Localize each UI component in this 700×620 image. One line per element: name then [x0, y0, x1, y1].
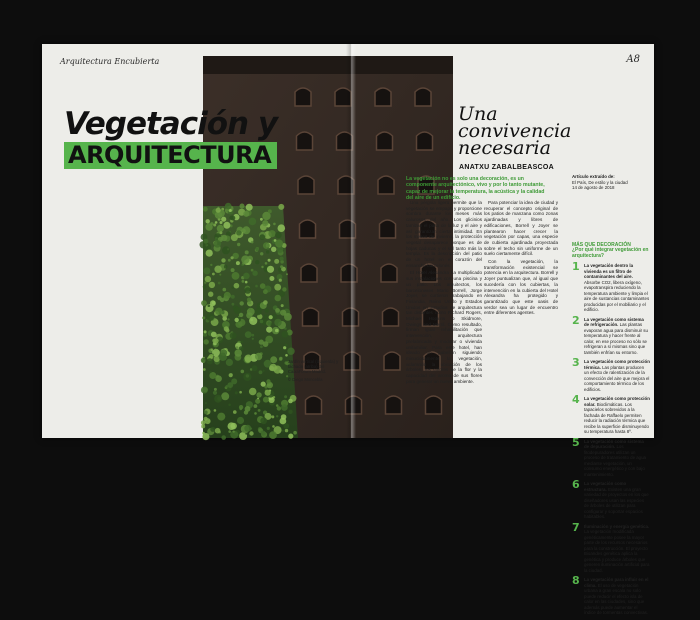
- source-date: 14 de agosto de 2018: [572, 185, 615, 190]
- foliage-dot: [263, 341, 269, 347]
- foliage-dot: [263, 300, 268, 305]
- foliage-dot: [280, 257, 284, 261]
- article-kicker: Una convivencia necesaria: [458, 103, 572, 159]
- foliage-dot: [206, 219, 210, 223]
- foliage-dot: [205, 418, 211, 424]
- foliage-dot: [266, 327, 272, 333]
- list-item: [572, 574, 650, 616]
- author-name: ANATXU ZABALBEASCOA: [459, 164, 555, 171]
- foliage-dot: [212, 338, 216, 342]
- foliage-dot: [268, 209, 272, 213]
- foliage-dot: [275, 295, 282, 302]
- foliage-dot: [265, 262, 268, 265]
- foliage-dot: [284, 395, 287, 398]
- foliage-dot: [267, 266, 274, 273]
- foliage-dot: [220, 221, 223, 224]
- foliage-dot: [208, 292, 213, 297]
- foliage-dot: [229, 216, 233, 220]
- foliage-dot: [260, 417, 267, 424]
- foliage-dot: [214, 266, 221, 273]
- foliage-dot: [275, 240, 283, 248]
- foliage-dot: [255, 308, 262, 315]
- list-item: [572, 520, 650, 574]
- foliage-dot: [267, 427, 270, 430]
- foliage-dot: [231, 286, 234, 289]
- foliage-dot: [249, 431, 253, 435]
- foliage-dot: [276, 415, 278, 417]
- foliage-dot: [201, 300, 207, 306]
- photo-caption: [288, 359, 344, 382]
- foliage-dot: [241, 255, 249, 263]
- foliage-dot: [231, 295, 235, 299]
- foliage-dot: [269, 276, 274, 281]
- foliage-dot: [255, 353, 262, 360]
- numbered-list: [572, 260, 650, 616]
- item-heading: La vegetación como sistema de refrigeración.: [584, 316, 644, 327]
- foliage-dot: [222, 246, 230, 254]
- foliage-dot: [236, 346, 239, 349]
- foliage-dot: [241, 341, 244, 344]
- foliage-dot: [227, 318, 229, 320]
- foliage-dot: [255, 260, 259, 264]
- foliage-dot: [214, 240, 222, 248]
- foliage-dot: [207, 358, 213, 364]
- foliage-dot: [205, 276, 211, 282]
- foliage-dot: [245, 331, 252, 338]
- body-paragraph: El Hotel Alexandra ha multiplicado sus instalaciones con una piscina y un patio. Los arquitectos, los barceloneses Mario Borrell, Jorge Joyer, se curtieron trabajando en Finlandia, Reino Unido y Estados Unidos en estudios de arquitectura tan distantes como Richard Rogers, Michael Hopkins o Skidmore, Owings and Merril. Como resultado, firman igual rehabilitación que intervención, arquitectura prefabricada y modular o vivienda unifamiliar. Para este hotel, han ideado un pabellón siguiendo minuciosamente la vegetación, aclarando la ubicación de los árboles, los colores de la flor y la capacidad del aroma de sus flores para generar un nuevo ambiente.: [406, 270, 482, 384]
- foliage-dot: [251, 334, 254, 337]
- foliage-dot: [236, 261, 240, 265]
- foliage-dot: [285, 344, 288, 347]
- foliage-dot: [285, 429, 288, 432]
- foliage-dot: [215, 349, 217, 351]
- foliage-dot: [214, 409, 217, 412]
- foliage-dot: [254, 412, 257, 415]
- window-shape: [415, 88, 431, 106]
- foliage-dot: [225, 203, 232, 210]
- foliage-dot: [288, 434, 293, 439]
- foliage-dot: [274, 259, 279, 264]
- item-heading: La vegetación dentro la vivienda es un filtro de contaminantes del aire.: [584, 263, 634, 279]
- item-body: Las plantas producen un efecto de ralentización de la convección del aire que mejora el comportamiento térmico de los edificios.: [584, 364, 650, 392]
- foliage-dot: [283, 423, 289, 429]
- foliage-dot: [251, 241, 254, 244]
- page-number: A8: [626, 54, 640, 65]
- item-heading: Iluminación y energía genética.: [584, 523, 650, 529]
- foliage-dot: [275, 329, 279, 333]
- body-paragraph: Para potenciar la idea de ciudad y recuperar el concepto original de los patios de manzana como zonas ajardinadas y libres de edificaciones, Borrell y Joyer se plantearon hacer crecer la vegetación por capas, una especie de cubierta ajardinada proyectada sobre el techo sin uniforme de un suelo ciertamente difícil.: [484, 200, 558, 257]
- foliage-dot: [209, 282, 215, 288]
- window-shape: [378, 176, 394, 194]
- foliage-dot: [273, 223, 276, 226]
- foliage-dot: [252, 338, 254, 340]
- item-number: 1: [572, 260, 580, 273]
- caption-text: Jardín vertical (izquierda) y fachada (arriba) del CaixaForum Madrid.: [288, 359, 339, 375]
- window-shape: [386, 396, 402, 414]
- foliage-dot: [215, 237, 218, 240]
- foliage-dot: [272, 425, 275, 428]
- window-shape: [303, 308, 319, 326]
- foliage-dot: [249, 218, 257, 226]
- body-column-2: [484, 200, 558, 318]
- foliage-dot: [215, 428, 221, 434]
- foliage-dot: [244, 425, 251, 432]
- source-label: Artículo extraído de:: [572, 174, 615, 179]
- window-shape: [375, 88, 391, 106]
- foliage-dot: [214, 388, 217, 391]
- foliage-dot: [260, 320, 264, 324]
- foliage-dot: [288, 399, 293, 404]
- foliage-dot: [264, 315, 268, 319]
- window-shape: [417, 132, 433, 150]
- foliage-dot: [233, 431, 235, 433]
- window-shape: [297, 132, 313, 150]
- foliage-dot: [220, 231, 223, 234]
- list-item: [572, 356, 650, 392]
- item-body: Los fitodepuradores utilizan un proceso de tratamiento de agua mediante vegetación, un consumo energético y con bajo mantenimiento.: [584, 444, 646, 477]
- foliage-dot: [282, 287, 286, 291]
- foliage-dot: [234, 307, 241, 314]
- window-shape: [306, 396, 322, 414]
- foliage-dot: [246, 204, 253, 211]
- magazine-spread: [42, 44, 654, 615]
- foliage-dot: [262, 220, 268, 226]
- foliage-dot: [239, 313, 243, 317]
- item-body: Bioclimáticas. Los tapacielos sobrevidos a la fachada de Raffaelo permiten reducir la radiación térmica que recibe la superficie disminuyendo su temperatura hasta 8º.: [584, 401, 649, 434]
- foliage-dot: [278, 204, 284, 210]
- foliage-dot: [202, 433, 209, 440]
- foliage-dot: [220, 349, 227, 356]
- foliage-dot: [233, 410, 237, 414]
- foliage-dot: [235, 391, 238, 394]
- item-body: Absorbe CO2, libera oxígeno, evapotranspira reduciendo la temperatura ambiente y limpia el aire de sustancias contaminantes producidas por el mobiliario y el edificio.: [584, 279, 650, 312]
- item-heading: La vegetación como protección térmica.: [584, 359, 650, 370]
- item-number: 8: [572, 574, 580, 587]
- foliage-dot: [204, 411, 208, 415]
- photo-credit: © Diego Moncebla: [288, 376, 323, 382]
- foliage-dot: [283, 346, 286, 349]
- item-number: 5: [572, 435, 580, 449]
- foliage-dot: [232, 303, 235, 306]
- foliage-dot: [228, 430, 231, 433]
- item-number: 4: [572, 393, 580, 406]
- window-shape: [383, 308, 399, 326]
- foliage-dot: [285, 354, 288, 357]
- foliage-dot: [260, 345, 263, 348]
- foliage-dot: [274, 284, 281, 291]
- foliage-dot: [203, 239, 208, 244]
- foliage-dot: [279, 279, 282, 282]
- foliage-dot: [271, 247, 276, 252]
- foliage-dot: [256, 392, 261, 397]
- foliage-dot: [266, 379, 270, 383]
- foliage-dot: [226, 359, 233, 366]
- foliage-dot: [268, 259, 271, 262]
- foliage-dot: [243, 211, 249, 217]
- foliage-dot: [251, 269, 254, 272]
- foliage-dot: [206, 313, 214, 321]
- foliage-dot: [262, 370, 264, 372]
- foliage-dot: [271, 415, 274, 418]
- foliage-dot: [224, 292, 231, 299]
- window-shape: [298, 176, 314, 194]
- foliage-dot: [228, 404, 231, 407]
- foliage-dot: [240, 301, 244, 305]
- foliage-dot: [258, 409, 261, 412]
- foliage-dot: [261, 266, 263, 268]
- page-gutter: [346, 44, 356, 438]
- foliage-dot: [282, 430, 284, 432]
- window-shape: [377, 132, 393, 150]
- foliage-dot: [263, 289, 268, 294]
- foliage-dot: [261, 431, 266, 436]
- foliage-dot: [252, 365, 258, 371]
- body-paragraph: Con la vegetación, la transformación existencial se potencia en la arquitectura. Borrell y Joyer puntualizan que, al igual que sucedería con los cubiertas, la intervención en la cubierta del Hotel Alexandra ha protegido y garantizado que este oasis de verdor sea un lugar de encuentro entre diferentes agentes.: [484, 259, 558, 316]
- foliage-dot: [269, 364, 277, 372]
- foliage-dot: [265, 390, 271, 396]
- item-number: 3: [572, 356, 580, 369]
- item-heading: La vegetación como estructura.: [584, 481, 627, 492]
- item-number: 2: [572, 313, 580, 327]
- foliage-dot: [215, 308, 222, 315]
- foliage-dot: [237, 417, 244, 424]
- foliage-dot: [224, 265, 228, 269]
- foliage-dot: [213, 224, 216, 227]
- foliage-dot: [232, 272, 240, 280]
- foliage-dot: [224, 326, 229, 331]
- foliage-dot: [273, 396, 275, 398]
- sidebar: [572, 174, 650, 620]
- foliage-dot: [206, 250, 213, 257]
- foliage-dot: [211, 348, 214, 351]
- foliage-dot: [236, 230, 241, 235]
- foliage-dot: [254, 404, 258, 408]
- foliage-dot: [205, 402, 207, 404]
- foliage-dot: [249, 308, 251, 310]
- foliage-dot: [223, 288, 227, 292]
- list-item: [572, 393, 650, 435]
- foliage-dot: [255, 399, 260, 404]
- foliage-dot: [268, 230, 275, 237]
- foliage-dot: [281, 414, 287, 420]
- foliage-dot: [215, 221, 218, 224]
- window-shape: [301, 264, 317, 282]
- foliage-dot: [235, 349, 242, 356]
- foliage-dot: [293, 431, 297, 435]
- foliage-dot: [279, 357, 282, 360]
- foliage-dot: [203, 207, 208, 212]
- foliage-dot: [259, 370, 263, 374]
- foliage-dot: [210, 264, 212, 266]
- foliage-dot: [215, 375, 222, 382]
- foliage-dot: [211, 332, 217, 338]
- item-body: Las plantas evaporan agua para disminuir su temperatura y hacer frente al calor, en ese proceso no sólo se refrigeran a sí mismas sino que también enfrían su entorno.: [584, 322, 648, 355]
- foliage-dot: [203, 368, 206, 371]
- foliage-dot: [231, 234, 238, 241]
- foliage-dot: [268, 322, 272, 326]
- foliage-dot: [242, 280, 245, 283]
- item-body: El uso de vegetación urbana a gran escala no solo puede reducir el efecto isla de calor en las ciudades, sino que además puede aumentar el índice de tormentas convectivas.: [584, 582, 648, 615]
- foliage-dot: [286, 273, 288, 275]
- foliage-dot: [202, 316, 205, 319]
- foliage-dot: [249, 317, 257, 325]
- foliage-dot: [212, 273, 215, 276]
- item-body: Existen una gran variedad de proyectos en los que diseñadores usan las especies de árboles de utilizan para configurar y soportar espacios habitables.: [584, 486, 649, 519]
- foliage-dot: [280, 265, 283, 268]
- foliage-dot: [259, 234, 265, 240]
- foliage-dot: [221, 217, 226, 222]
- foliage-dot: [252, 271, 257, 276]
- foliage-dot: [247, 298, 251, 302]
- foliage-dot: [219, 274, 221, 276]
- foliage-dot: [260, 252, 263, 255]
- foliage-dot: [245, 287, 252, 294]
- foliage-dot: [249, 388, 257, 396]
- foliage-dot: [201, 358, 206, 363]
- foliage-dot: [221, 258, 225, 262]
- foliage-dot: [204, 339, 209, 344]
- foliage-dot: [204, 282, 206, 284]
- sidebar-section-title: MÁS QUE DECORACIÓN: [572, 241, 631, 248]
- foliage-dot: [237, 243, 240, 246]
- foliage-dot: [255, 248, 259, 252]
- foliage-dot: [242, 226, 250, 234]
- foliage-dot: [255, 285, 258, 288]
- foliage-dot: [280, 310, 286, 316]
- window-shape: [426, 396, 442, 414]
- foliage-dot: [245, 406, 251, 412]
- window-shape: [381, 264, 397, 282]
- foliage-dot: [223, 222, 230, 229]
- foliage-dot: [278, 224, 286, 232]
- foliage-dot: [217, 413, 225, 421]
- foliage-dot: [245, 281, 248, 284]
- list-item: [572, 313, 650, 356]
- foliage-dot: [229, 209, 232, 212]
- foliage-dot: [217, 296, 222, 301]
- lead-paragraph: La vegetación no es solo una decoración, es un componente arquitectónico, vivo y por lo tanto mutante, capaz de mejorar la temperatura, la acústica y la calidad del aire de un edificio.: [406, 176, 545, 202]
- foliage-dot: [269, 431, 277, 439]
- window-shape: [380, 220, 396, 238]
- foliage-dot: [275, 308, 280, 313]
- foliage-dot: [217, 225, 224, 232]
- item-heading: La vegetación para influir en el clima.: [584, 577, 649, 588]
- foliage-dot: [267, 247, 269, 249]
- foliage-dot: [269, 315, 273, 319]
- title-line-2: ARQUITECTURA: [64, 142, 277, 169]
- foliage-dot: [203, 267, 210, 274]
- body-paragraph: Una pérgola ligera permite que la vegetación se empape y proporcione sombra durante los meses más calurosos del año. Los glicinios tamizan el paso de la luz y el aire y así garantizan cierta intimidad. En los meses de invierno, la protección vegetal desaparece porque es de hojas caducas y el sol tanto más la templa. Es la descripción del patio de un hotel en el corazón del ensanche barcelonés.: [406, 200, 482, 268]
- item-body: La vegetación modificada genéticamente posee la mayor parte de los recursos necesarios para la construcción. El proyecto Bioandes genética aplica la genética y produce árboles que generen iluminación artificial para la ciudad.: [584, 529, 650, 573]
- foliage-dot: [276, 404, 279, 407]
- foliage-dot: [287, 348, 294, 355]
- foliage-dot: [228, 259, 231, 262]
- item-heading: La vegetación como sistema de depuración.: [584, 438, 644, 449]
- item-number: 6: [572, 478, 580, 491]
- foliage-dot: [240, 204, 245, 209]
- foliage-dot: [231, 378, 237, 384]
- foliage-dot: [266, 250, 269, 253]
- foliage-dot: [231, 268, 235, 272]
- foliage-dot: [260, 218, 263, 221]
- foliage-dot: [274, 319, 281, 326]
- foliage-dot: [231, 256, 234, 259]
- foliage-dot: [275, 232, 282, 239]
- foliage-dot: [245, 250, 249, 254]
- foliage-dot: [265, 309, 269, 313]
- window-shape: [384, 352, 400, 370]
- window-shape: [300, 220, 316, 238]
- foliage-dot: [209, 371, 211, 373]
- foliage-dot: [239, 391, 242, 394]
- list-item: [572, 435, 650, 478]
- foliage-dot: [282, 331, 289, 338]
- foliage-dot: [261, 382, 266, 387]
- foliage-dot: [239, 407, 242, 410]
- body-column-1: [406, 200, 482, 387]
- foliage-dot: [245, 357, 251, 363]
- list-item: [572, 260, 650, 313]
- foliage-dot: [263, 397, 269, 403]
- item-number: 7: [572, 520, 580, 534]
- foliage-dot: [230, 332, 237, 339]
- list-item: [572, 478, 650, 520]
- foliage-dot: [235, 318, 239, 322]
- foliage-dot: [243, 273, 250, 280]
- foliage-dot: [208, 304, 211, 307]
- foliage-dot: [213, 391, 217, 395]
- foliage-dot: [221, 392, 229, 400]
- source-name: El País, De estilo y la ciudad: [572, 179, 628, 185]
- foliage-dot: [270, 356, 277, 363]
- foliage-dot: [243, 373, 251, 381]
- window-shape: [295, 88, 311, 106]
- foliage-dot: [204, 330, 207, 333]
- foliage-dot: [203, 285, 207, 289]
- foliage-dot: [281, 404, 288, 411]
- foliage-dot: [241, 370, 245, 374]
- foliage-dot: [277, 406, 281, 410]
- foliage-dot: [205, 223, 212, 230]
- foliage-dot: [226, 385, 229, 388]
- foliage-dot: [231, 423, 237, 429]
- foliage-dot: [229, 373, 233, 377]
- foliage-dot: [288, 410, 292, 414]
- running-head: Arquitectura Encubierta: [60, 57, 160, 66]
- foliage-dot: [212, 301, 216, 305]
- item-heading: La vegetación como protección solar.: [584, 396, 650, 407]
- foliage-dot: [221, 435, 226, 440]
- foliage-dot: [218, 282, 221, 285]
- title-line-1: Vegetación y: [64, 106, 278, 142]
- foliage-dot: [281, 304, 284, 307]
- foliage-dot: [214, 395, 222, 403]
- foliage-dot: [234, 283, 240, 289]
- foliage-dot: [216, 208, 221, 213]
- foliage-dot: [210, 427, 215, 432]
- sidebar-question: ¿Por qué integrar vegetación en arquitectura?: [572, 247, 649, 259]
- foliage-dot: [201, 387, 208, 394]
